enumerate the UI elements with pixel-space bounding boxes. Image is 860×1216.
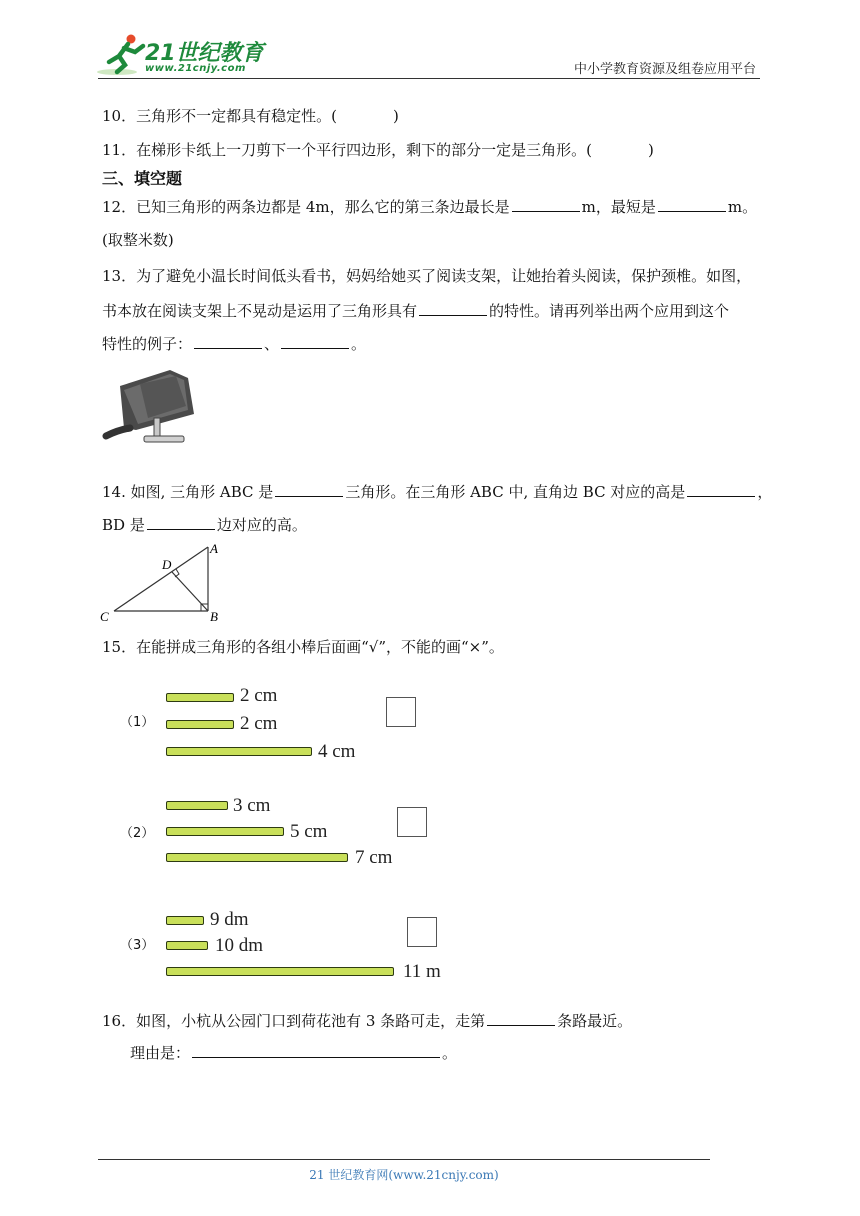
stick-3c (166, 967, 394, 976)
question-11-text: 11．在梯形卡纸上一刀剪下一个平行四边形，剩下的部分一定是三角形。( (102, 141, 592, 159)
section-heading-fill-blank: 三、填空题 (102, 169, 183, 188)
altitude-bd (172, 572, 208, 611)
triangle-abc-diagram (96, 538, 236, 624)
stick-1b-label: 2 cm (240, 713, 278, 734)
question-13-line1: 13．为了避免小温长时间低头看书，妈妈给她买了阅读支架，让她抬着头阅读，保护颈椎。如图， (102, 267, 752, 285)
label-c: C (100, 609, 109, 624)
stick-1a-label: 2 cm (240, 685, 278, 706)
stick-3b (166, 941, 208, 950)
blank-14-side[interactable] (147, 514, 215, 530)
question-12: 12．已知三角形的两条边都是 4m，那么它的第三条边最长是 m，最短是 m。 (102, 198, 758, 216)
label-a: A (210, 541, 218, 556)
question-13-line3: 特性的例子： 、 。 (102, 335, 367, 353)
stick-1b (166, 720, 234, 729)
blank-12-shortest[interactable] (658, 196, 726, 212)
logo-sub-text: www.21cnjy.com (145, 63, 246, 74)
blank-16-reason[interactable] (192, 1042, 440, 1058)
blank-12-longest[interactable] (512, 196, 580, 212)
stick-2c (166, 853, 348, 862)
header-divider (98, 78, 760, 79)
blank-14-triangle-type[interactable] (275, 481, 343, 497)
blank-13-property[interactable] (419, 300, 487, 316)
stick-3c-label: 11 m (403, 961, 441, 982)
question-13-line2: 书本放在阅读支架上不晃动是运用了三角形具有 的特性。请再列举出两个应用到这个 (102, 302, 730, 320)
stick-2a (166, 801, 228, 810)
stick-2b (166, 827, 284, 836)
group-3-label: （3） (120, 938, 155, 953)
stick-3a-label: 9 dm (210, 909, 249, 930)
group-1-label: （1） (120, 715, 155, 730)
group-2-label: （2） (120, 826, 155, 841)
site-logo (95, 32, 265, 78)
blank-14-height[interactable] (687, 481, 755, 497)
stick-3b-label: 10 dm (215, 935, 264, 956)
blank-13-example1[interactable] (194, 333, 262, 349)
answer-box-2[interactable] (397, 807, 427, 837)
question-16-line1: 16．如图，小杭从公园门口到荷花池有 3 条路可走，走第 条路最近。 (102, 1012, 633, 1030)
label-d: D (162, 557, 172, 572)
blank-13-example2[interactable] (281, 333, 349, 349)
answer-box-3[interactable] (407, 917, 437, 947)
blank-16-route[interactable] (487, 1010, 555, 1026)
question-14-line2: BD 是 边对应的高。 (102, 516, 307, 534)
question-11: 11．在梯形卡纸上一刀剪下一个平行四边形，剩下的部分一定是三角形。( ) (102, 141, 654, 159)
side-ca (114, 547, 208, 611)
footer-divider (98, 1159, 710, 1160)
stick-1c-label: 4 cm (318, 741, 356, 762)
question-10: 10．三角形不一定都具有稳定性。( ) (102, 107, 399, 125)
reading-stand-image (100, 366, 200, 446)
stick-2c-label: 7 cm (355, 847, 393, 868)
question-15: 15．在能拼成三角形的各组小棒后面画“√”，不能的画“×”。 (102, 638, 504, 656)
footer-link[interactable]: 21 世纪教育网(www.21cnjy.com) (309, 1168, 499, 1182)
logo-main-text: 21世纪教育 (145, 41, 264, 66)
stick-2a-label: 3 cm (233, 795, 271, 816)
label-b: B (210, 609, 218, 624)
site-tagline: 中小学教育资源及组卷应用平台 (573, 62, 756, 77)
question-14-line1: 14. 如图, 三角形 ABC 是 三角形。在三角形 ABC 中, 直角边 BC 对应的高是 ， (102, 483, 773, 501)
question-12-note: (取整米数) (102, 231, 174, 249)
stick-3a (166, 916, 204, 925)
stick-2b-label: 5 cm (290, 821, 328, 842)
answer-box-1[interactable] (386, 697, 416, 727)
question-16-line2: 理由是： 。 (130, 1044, 458, 1062)
stick-1c (166, 747, 312, 756)
stick-1a (166, 693, 234, 702)
question-10-text: 10．三角形不一定都具有稳定性。( (102, 107, 337, 125)
